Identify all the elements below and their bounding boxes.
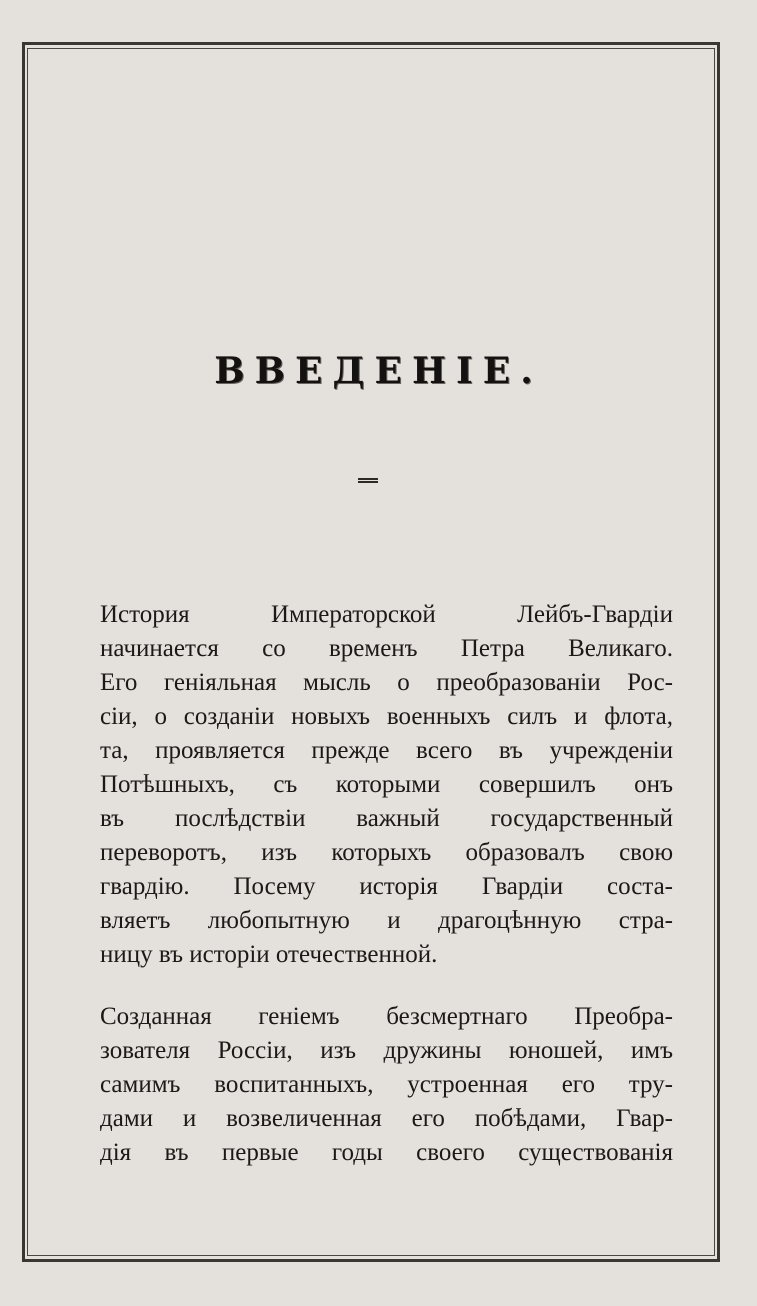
text-line: дами и возвеличенная его побѣдами, Гвар- [100,1105,673,1132]
text-line: ницу въ исторіи отечественной. [100,941,438,968]
text-line: вляетъ любопытную и драгоцѣнную стра- [100,907,673,934]
paragraph-2 [100,1000,673,1170]
text-line: Потѣшныхъ, съ которыми совершилъ онъ [100,771,673,798]
text-line: въ послѣдствіи важный государственный [100,805,673,832]
text-line: гвардію. Посему исторія Гвардіи соста- [100,873,673,900]
text-line: переворотъ, изъ которыхъ образовалъ свою [100,839,673,866]
chapter-heading: ВВЕДЕНІЕ. [214,350,543,392]
text-line: дія въ первые годы своего существованія [100,1139,673,1166]
text-line: зователя Россіи, изъ дружины юношей, имъ [100,1037,673,1064]
text-line: История Императорской Лейбъ-Гвардіи [100,601,673,628]
heading-divider [358,478,378,483]
text-line: начинается со временъ Петра Великаго. [100,635,673,662]
paragraph-1 [100,598,673,972]
text-line: та, проявляется прежде всего въ учрежденіи [100,737,673,764]
text-line: Его геніяльная мысль о преобразованіи Рос- [100,669,673,696]
text-line: самимъ воспитанныхъ, устроенная его тру- [100,1071,673,1098]
text-line: сіи, о созданіи новыхъ военныхъ силъ и флота, [100,703,673,730]
text-line: Созданная геніемъ безсмертнаго Преобра- [100,1003,673,1030]
